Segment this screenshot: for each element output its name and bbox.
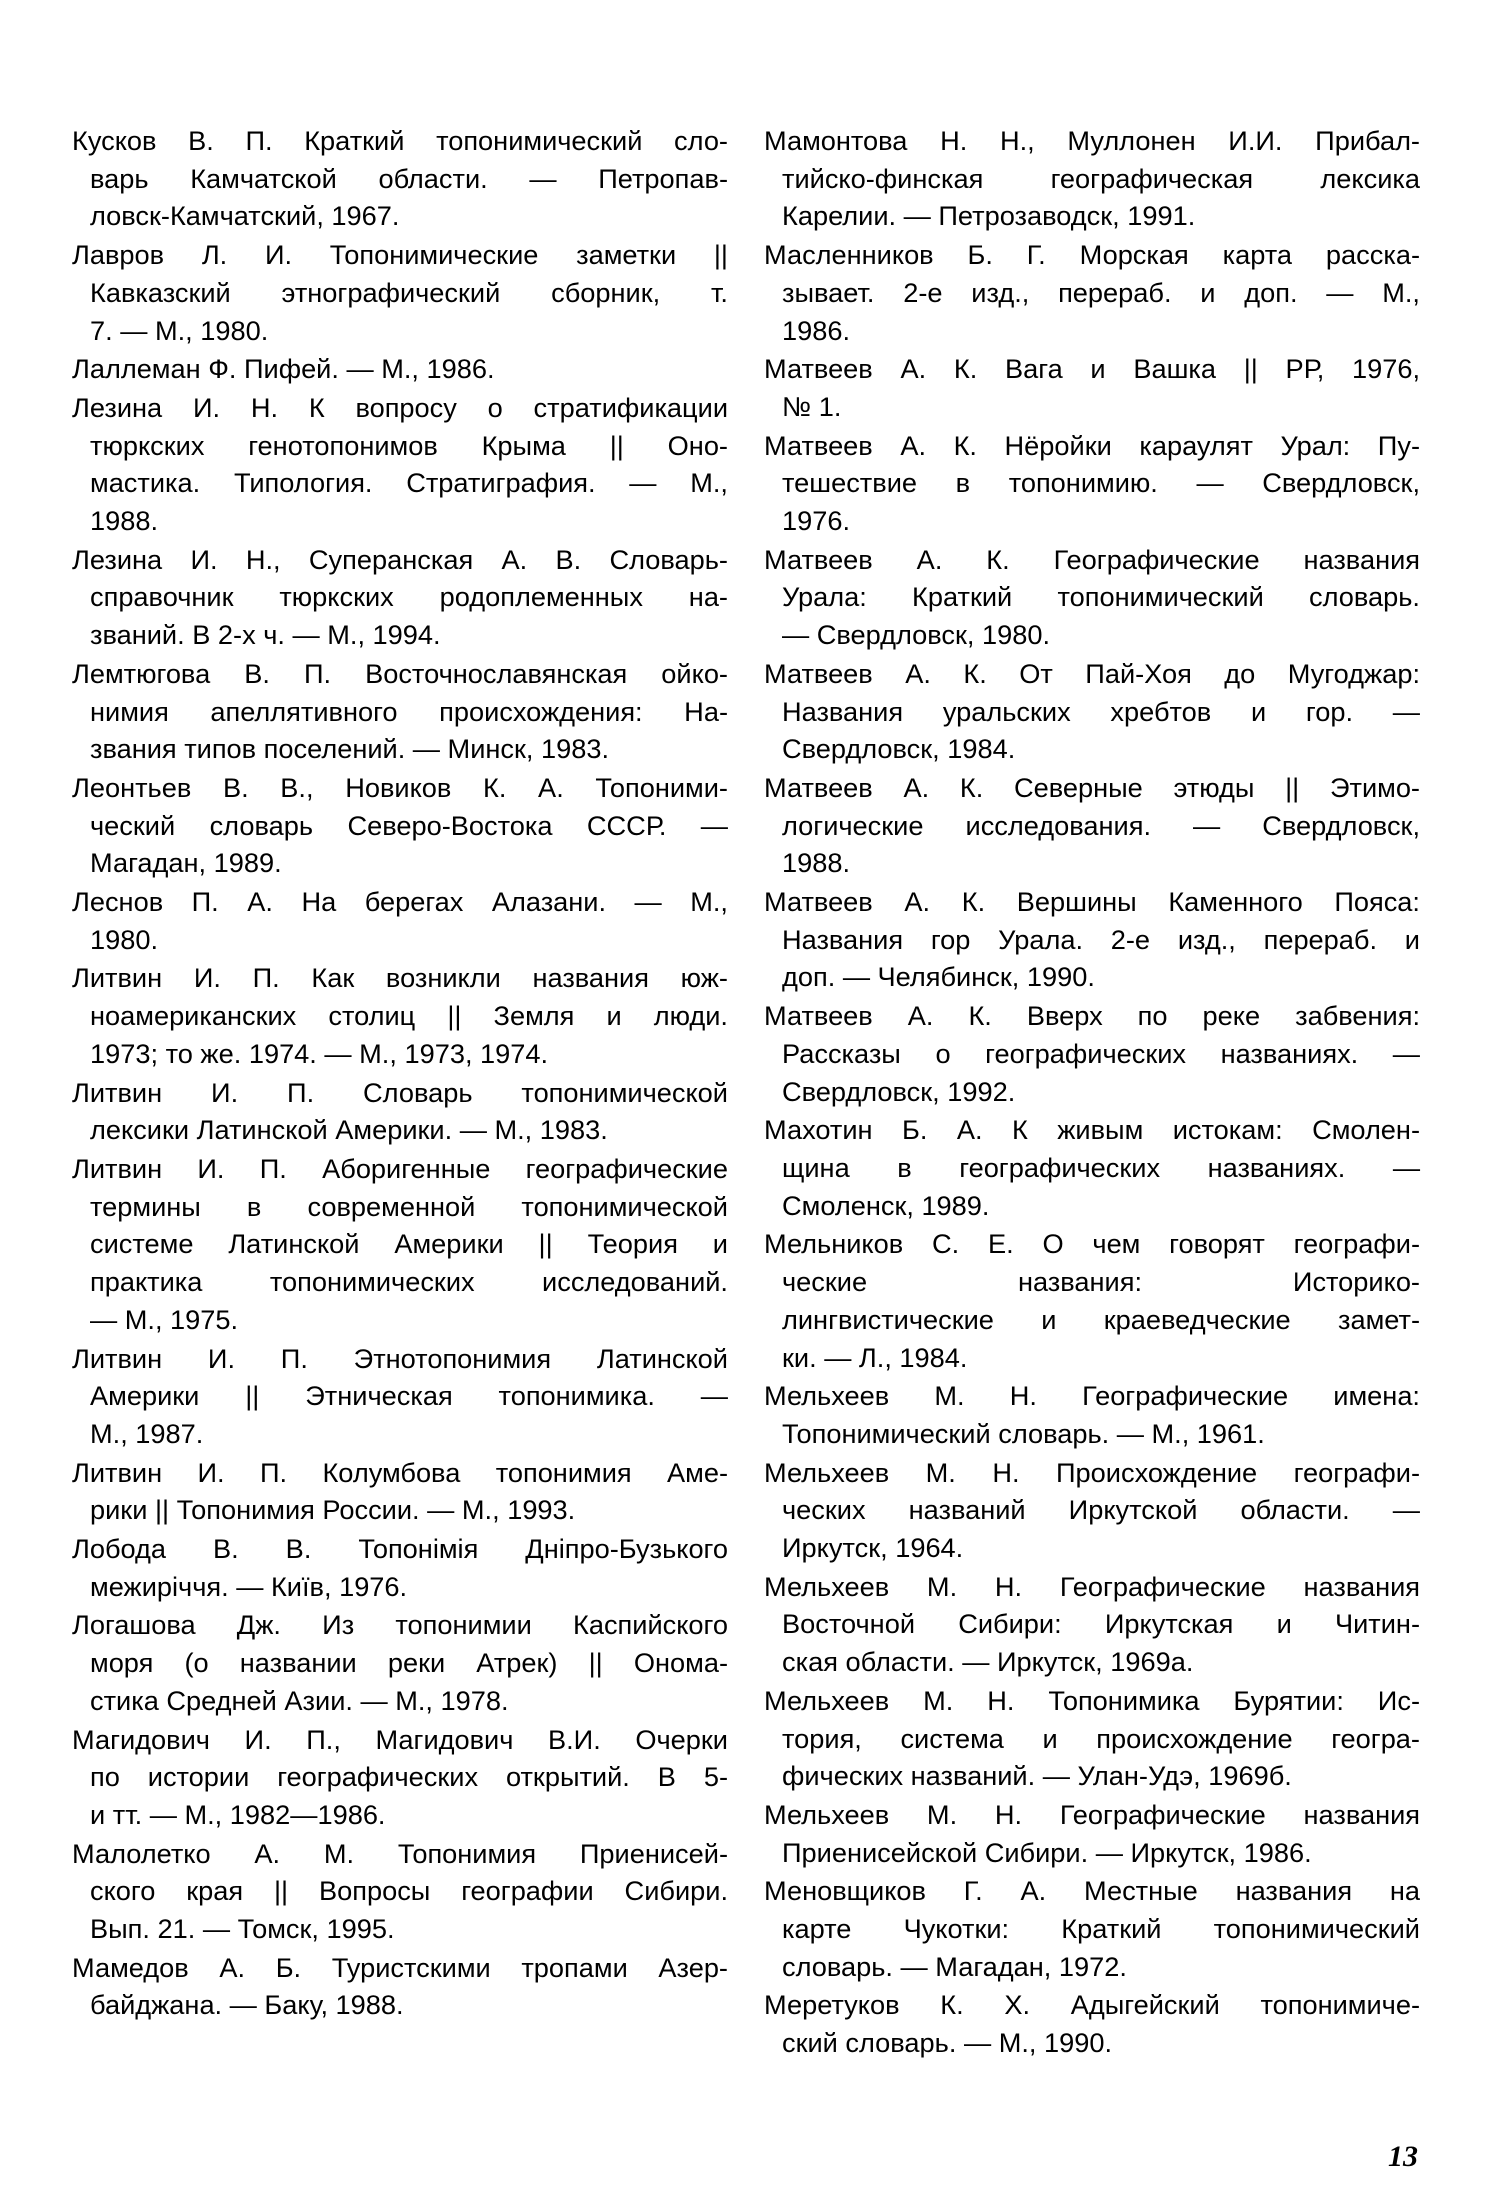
bibliography-entry [72,1340,728,1453]
entry-first-line: Масленников Б. Г. Морская карта расска- [764,239,1420,271]
entry-first-line: Лемтюгова В. П. Восточнославянская ойко- [72,657,728,689]
entry-first-line: Логашова Дж. Из топонимии Каспийского [72,1609,728,1641]
entry-first-line: Матвеев А. К. Нёройки караулят Урал: Пу- [764,429,1420,461]
entry-first-line: Матвеев А. К. Вага и Вашка || РР, 1976, [764,353,1420,385]
entry-continuation-line: Америки || Этническая топонимика. — [90,1380,728,1412]
bibliography-entry [764,655,1420,768]
entry-continuation-line: межиріччя. — Київ, 1976. [90,1570,408,1602]
entry-continuation-line: звания типов поселений. — Минск, 1983. [90,733,610,765]
entry-continuation-line: Карелии. — Петрозаводск, 1991. [782,200,1196,232]
entry-first-line: Лаллеман Ф. Пифей. — М., 1986. [72,353,495,385]
bibliography-entry [72,1074,728,1149]
entry-continuation-line: 7. — М., 1980. [90,314,269,346]
bibliography-entry [764,350,1420,425]
entry-continuation-line: 1976. [782,505,851,537]
entry-continuation-line: ская области. — Иркутск, 1969а. [782,1646,1194,1678]
bibliography-entry [764,1454,1420,1567]
entry-continuation-line: фических названий. — Улан-Удэ, 1969б. [782,1760,1292,1792]
entry-first-line: Мамонтова Н. Н., Муллонен И.И. Прибал- [764,125,1420,156]
entry-continuation-line: мастика. Типология. Стратиграфия. — М., [90,467,728,499]
bibliography-entry [72,1454,728,1529]
right-column [764,122,1420,2063]
bibliography-entry [764,1377,1420,1452]
entry-continuation-line: нимия апеллятивного происхождения: На- [90,695,728,727]
entry-continuation-line: Рассказы о географических названиях. — [782,1037,1420,1069]
entry-first-line: Мельхеев М. Н. Географические названия [764,1798,1420,1830]
entry-continuation-line: справочник тюркских родоплеменных на- [90,581,728,613]
entry-continuation-line: Восточной Сибири: Иркутская и Читин- [782,1608,1420,1640]
bibliography-entry [72,883,728,958]
entry-first-line: Матвеев А. К. Вверх по реке забвения: [764,1000,1420,1032]
entry-continuation-line: ский словарь. — М., 1990. [782,2027,1113,2059]
entry-continuation-line: по истории географических открытий. В 5- [90,1761,728,1793]
bibliography-entry [72,1835,728,1948]
entry-continuation-line: Топонимический словарь. — М., 1961. [782,1417,1265,1449]
bibliography-entry [72,959,728,1072]
bibliography-entry [764,541,1420,654]
entry-continuation-line: Магадан, 1989. [90,847,282,879]
entry-first-line: Матвеев А. К. Вершины Каменного Пояса: [764,886,1420,918]
entry-first-line: Меновщиков Г. А. Местные названия на [764,1875,1420,1907]
entry-first-line: Лавров Л. И. Топонимические заметки || [72,239,728,271]
bibliography-entry [72,236,728,349]
bibliography-entry [764,1111,1420,1224]
entry-continuation-line: М., 1987. [90,1417,204,1449]
entry-continuation-line: словарь. — Магадан, 1972. [782,1950,1127,1982]
entry-first-line: Матвеев А. К. От Пай-Хоя до Мугоджар: [764,657,1420,689]
entry-first-line: Литвин И. П. Этнотопонимия Латинской [72,1342,728,1374]
bibliography-entry [72,350,728,388]
entry-continuation-line: Урала: Краткий топонимический словарь. [782,581,1420,613]
entry-continuation-line: рики || Топонимия России. — М., 1993. [90,1494,576,1526]
bibliography-entry [764,1872,1420,1985]
entry-continuation-line: и тт. — М., 1982—1986. [90,1798,386,1830]
entry-first-line: Лезина И. Н. К вопросу о стратификации [72,391,728,423]
bibliography-entry [764,997,1420,1110]
entry-continuation-line: 1980. [90,923,159,955]
entry-first-line: Мельхеев М. Н. Происхождение географи- [764,1456,1420,1488]
entry-continuation-line: тийско-финская географическая лексика [782,162,1420,194]
entry-first-line: Леонтьев В. В., Новиков К. А. Топоними- [72,771,728,803]
entry-continuation-line: тюркских генотопонимов Крыма || Оно- [90,429,728,461]
entry-continuation-line: щина в географических названиях. — [782,1151,1420,1183]
entry-first-line: Лобода В. В. Топонімія Дніпро-Бузького [72,1533,728,1565]
bibliography-entry [72,389,728,540]
entry-continuation-line: карте Чукотки: Краткий топонимический [782,1913,1420,1945]
bibliography-entry [72,1530,728,1605]
entry-first-line: Магидович И. П., Магидович В.И. Очерки [72,1723,728,1755]
entry-first-line: Леснов П. А. На берегах Алазани. — М., [72,886,728,918]
entry-continuation-line: лексики Латинской Америки. — М., 1983. [90,1114,608,1146]
bibliography-entry [764,883,1420,996]
bibliography-entry [72,1606,728,1719]
entry-first-line: Матвеев А. К. Географические названия [764,543,1420,575]
entry-continuation-line: ческие названия: Историко- [782,1266,1420,1298]
entry-first-line: Матвеев А. К. Северные этюды || Этимо- [764,771,1420,803]
bibliography-entry [764,122,1420,235]
bibliography-entry [764,1225,1420,1376]
entry-continuation-line: — Свердловск, 1980. [782,619,1051,651]
entry-continuation-line: ческих названий Иркутской области. — [782,1494,1420,1526]
bibliography-entry [764,427,1420,540]
entry-continuation-line: Приенисейской Сибири. — Иркутск, 1986. [782,1836,1312,1868]
entry-first-line: Литвин И. П. Как возникли названия юж- [72,962,728,994]
entry-continuation-line: званий. В 2-х ч. — М., 1994. [90,619,441,651]
page-number: 13 [1388,2140,1418,2173]
bibliography-entry [764,1568,1420,1681]
entry-continuation-line: Названия гор Урала. 2-е изд., перераб. и [782,923,1420,955]
bibliography-entry [72,1150,728,1339]
entry-first-line: Мельхеев М. Н. Географические названия [764,1570,1420,1602]
bibliography-entry [72,541,728,654]
entry-continuation-line: ческий словарь Северо-Востока СССР. — [90,809,728,841]
entry-first-line: Мамедов А. Б. Туристскими тропами Азер- [72,1951,728,1983]
bibliography-entry [72,1949,728,2024]
entry-continuation-line: варь Камчатской области. — Петропав- [90,162,728,194]
entry-continuation-line: ки. — Л., 1984. [782,1341,968,1373]
entry-continuation-line: практика топонимических исследований. [90,1266,728,1298]
entry-continuation-line: 1988. [90,505,159,537]
entry-continuation-line: ского края || Вопросы географии Сибири. [90,1875,728,1907]
bibliography-entry [764,1986,1420,2061]
entry-continuation-line: Иркутск, 1964. [782,1532,964,1564]
entry-first-line: Мельхеев М. Н. Топонимика Бурятии: Ис- [764,1684,1420,1716]
entry-continuation-line: системе Латинской Америки || Теория и [90,1228,728,1260]
entry-continuation-line: доп. — Челябинск, 1990. [782,961,1095,993]
entry-first-line: Махотин Б. А. К живым истокам: Смолен- [764,1114,1420,1146]
entry-continuation-line: тория, система и происхождение геогра- [782,1722,1420,1754]
entry-continuation-line: Свердловск, 1984. [782,733,1016,765]
bibliography-entry [72,1721,728,1834]
entry-continuation-line: лингвистические и краеведческие замет- [782,1303,1420,1335]
entry-continuation-line: 1988. [782,847,851,879]
entry-continuation-line: Кавказский этнографический сборник, т. [90,276,728,308]
entry-first-line: Литвин И. П. Аборигенные географические [72,1152,728,1184]
entry-continuation-line: тешествие в топонимию. — Свердловск, [782,467,1420,499]
entry-continuation-line: байджана. — Баку, 1988. [90,1989,404,2021]
entry-continuation-line: 1986. [782,314,851,346]
entry-first-line: Меретуков К. Х. Адыгейский топонимиче- [764,1989,1420,2021]
entry-continuation-line: зывает. 2-е изд., перераб. и доп. — М., [782,276,1420,308]
entry-first-line: Литвин И. П. Словарь топонимической [72,1076,728,1108]
entry-first-line: Мельников С. Е. О чем говорят географи- [764,1228,1420,1260]
bibliography-entry [764,1796,1420,1871]
bibliography-entry [764,236,1420,349]
entry-continuation-line: стика Средней Азии. — М., 1978. [90,1684,509,1716]
left-column [72,122,728,2025]
entry-continuation-line: Названия уральских хребтов и гор. — [782,695,1420,727]
entry-continuation-line: Свердловск, 1992. [782,1075,1016,1107]
entry-continuation-line: Вып. 21. — Томск, 1995. [90,1913,395,1945]
entry-continuation-line: 1973; то же. 1974. — М., 1973, 1974. [90,1037,549,1069]
bibliography-entry [764,1682,1420,1795]
entry-continuation-line: моря (о названии реки Атрек) || Онома- [90,1647,728,1679]
bibliography-entry [72,655,728,768]
entry-continuation-line: Смоленск, 1989. [782,1189,990,1221]
entry-continuation-line: № 1. [782,390,842,422]
bibliography-entry [72,122,728,235]
bibliography-entry [764,769,1420,882]
entry-continuation-line: термины в современной топонимической [90,1190,728,1222]
entry-first-line: Лезина И. Н., Суперанская А. В. Словарь- [72,543,728,575]
entry-first-line: Мельхеев М. Н. Географические имена: [764,1380,1420,1412]
entry-first-line: Малолетко А. М. Топонимия Приенисей- [72,1837,728,1869]
bibliography-entry [72,769,728,882]
entry-continuation-line: логические исследования. — Свердловск, [782,809,1420,841]
entry-continuation-line: ноамериканских столиц || Земля и люди. [90,1000,728,1032]
entry-continuation-line: — М., 1975. [90,1303,239,1335]
entry-continuation-line: ловск-Камчатский, 1967. [90,200,400,232]
entry-first-line: Кусков В. П. Краткий топонимический сло- [72,125,728,156]
entry-first-line: Литвин И. П. Колумбова топонимия Аме- [72,1456,728,1488]
